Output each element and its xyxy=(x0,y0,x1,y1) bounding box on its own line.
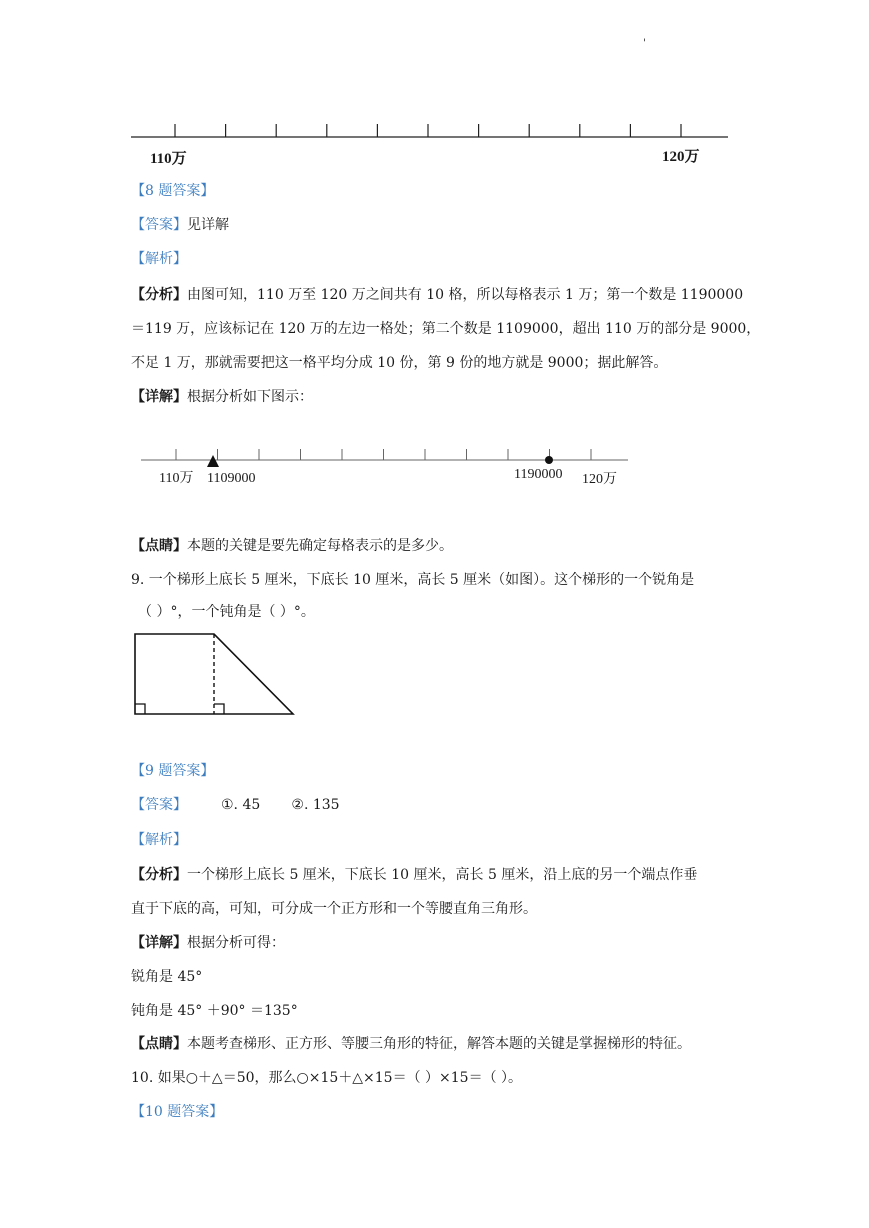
q9-xiangjie-line xyxy=(131,932,285,952)
q9-dianjing-line xyxy=(131,1033,691,1053)
q10-answer-header: 【10 题答案】 xyxy=(131,1104,224,1120)
q9-analysis-header: 【解析】 xyxy=(131,832,187,848)
number-line-2-dot-label: 1190000 xyxy=(514,467,563,482)
right-angle-mark-left xyxy=(135,704,145,714)
q8-answer-text: 见详解 xyxy=(187,217,229,233)
q8-fenxi-line3: 不足 1 万，那就需要把这一格平均分成 10 份，第 9 份的地方就是 9000；据此解答。 xyxy=(131,355,668,371)
q9-answer-line xyxy=(131,794,340,814)
q8-dianjing-tag: 【点睛】 xyxy=(131,538,187,554)
q9-fenxi-line1 xyxy=(131,864,697,884)
q8-answer-tag: 【答案】 xyxy=(131,217,187,233)
q9-answer-header: 【9 题答案】 xyxy=(131,763,215,779)
q9-obtuse-angle-line: 钝角是 45° ＋90° ＝135° xyxy=(131,1003,298,1019)
q9-fenxi-line2: 直于下底的高，可知，可分成一个正方形和一个等腰直角三角形。 xyxy=(131,901,537,917)
q9-dianjing-text: 本题考查梯形、正方形、等腰三角形的特征，解答本题的关键是掌握梯形的特征。 xyxy=(187,1036,691,1052)
corner-mark: ' xyxy=(643,38,646,49)
q9-question-line1: 9. 一个梯形上底长 5 厘米，下底长 10 厘米，高长 5 厘米（如图）。这个梯形的一个锐角是 xyxy=(131,572,695,588)
q8-dianjing-text: 本题的关键是要先确定每格表示的是多少。 xyxy=(187,538,453,554)
q8-analysis-header: 【解析】 xyxy=(131,251,187,267)
q9-acute-angle-line: 锐角是 45° xyxy=(131,969,203,985)
q8-fenxi-text1: 由图可知，110 万至 120 万之间共有 10 格，所以每格表示 1 万；第一个数是 1190000 xyxy=(187,287,744,303)
q9-xiangjie-tag: 【详解】 xyxy=(131,935,187,951)
q8-answer-header: 【8 题答案】 xyxy=(131,183,215,199)
q8-fenxi-line2: ＝119 万，应该标记在 120 万的左边一格处；第二个数是 1109000，超出 110 万的部分是 9000， xyxy=(131,321,761,337)
number-line-1-right-label: 120万 xyxy=(662,149,700,165)
q9-fenxi-tag: 【分析】 xyxy=(131,867,187,883)
q9-xiangjie-text: 根据分析可得： xyxy=(187,935,285,951)
q9-answer-text: ①. 45 ②. 135 xyxy=(221,797,340,813)
number-line-2-left-label: 110万 xyxy=(159,471,194,486)
right-angle-mark-right xyxy=(214,704,224,714)
q9-dianjing-tag: 【点睛】 xyxy=(131,1036,187,1052)
q10-question-line: 10. 如果○＋△＝50，那么○×15＋△×15＝（ ）×15＝（ ）。 xyxy=(131,1070,523,1086)
q9-answer-tag: 【答案】 xyxy=(131,797,187,813)
q8-xiangjie-tag: 【详解】 xyxy=(131,389,187,405)
number-line-2-triangle-label: 1109000 xyxy=(207,471,256,486)
number-line-1-left-label: 110万 xyxy=(150,151,187,167)
q8-fenxi-tag: 【分析】 xyxy=(131,287,187,303)
q9-question-line2: （ ）°，一个钝角是（ ）°。 xyxy=(138,604,315,620)
q8-xiangjie-text: 根据分析如下图示： xyxy=(187,389,313,405)
q9-fenxi-text1: 一个梯形上底长 5 厘米，下底长 10 厘米，高长 5 厘米，沿上底的另一个端点作垂 xyxy=(187,867,698,883)
number-line-2-right-label: 120万 xyxy=(582,472,617,487)
